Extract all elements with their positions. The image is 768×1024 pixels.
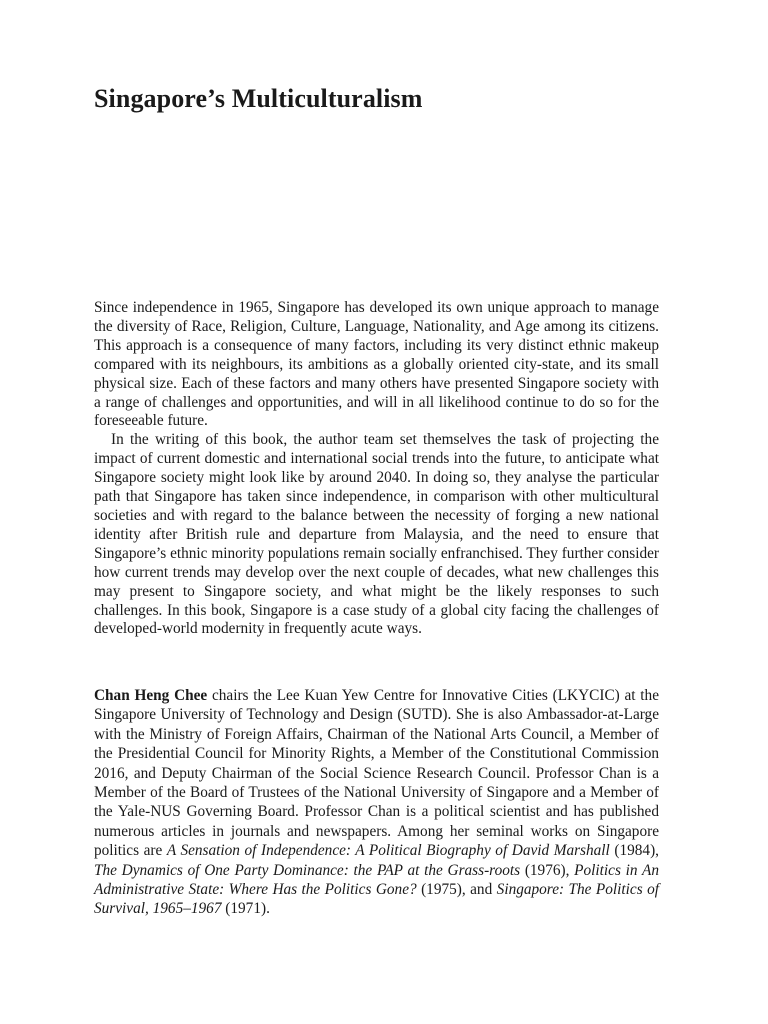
book-description	[94, 299, 659, 639]
author-bio-paragraph	[94, 686, 659, 919]
author-name: Chan Heng Chee	[94, 687, 208, 704]
description-paragraph-1: Since independence in 1965, Singapore has developed its own unique approach to manage the diversity of Race, Religion, Culture, Language, Nationality, and Age among its citizens. This approach is a consequence of many factors, including its very distinct ethnic makeup compared with its neighbours, its ambitions as a globally oriented city-state, and its small physical size. Each of these factors and many others have presented Singapore society with a range of challenges and opportunities, and will in all likelihood continue to do so for the foreseeable future.	[94, 299, 659, 430]
book-title-2: The Dynamics of One Party Dominance: the PAP at the Grass-roots	[94, 861, 521, 879]
book-title-1: A Sensation of Independence: A Political Biography of David Marshall	[166, 842, 610, 860]
page-title: Singapore’s Multiculturalism	[94, 84, 423, 113]
bio-text-4: (1975), and	[416, 881, 497, 899]
author-bio	[94, 686, 659, 919]
bio-text-1: chairs the Lee Kuan Yew Centre for Innovative Cities (LKYCIC) at the Singapore University of Technology and Design (SUTD). She is also Ambassador-at-Large with the Ministry of Foreign Affairs, Chairman of the National Arts Council, a Member of the Presidential Council for Minority Rights, a Member of the Constitutional Commission 2016, and Deputy Chairman of the Social Science Research Council. Professor Chan is a Member of the Board of Trustees of the National University of Singapore and a Member of the Yale-NUS Governing Board. Professor Chan is a political scientist and has published numerous articles in journals and newspapers. Among her seminal works on Singapore politics are	[94, 687, 659, 860]
book-title-3: Politics in An Administrative State: Where Has the Politics Gone?	[94, 861, 659, 899]
description-paragraph-2: In the writing of this book, the author team set themselves the task of projecting the impact of current domestic and international social trends into the future, to anticipate what Singapore society might look like by around 2040. In doing so, they analyse the particular path that Singapore has taken since independence, in comparison with other multicultural societies and with regard to the balance between the necessity of forging a new national identity after British rule and departure from Malaysia, and the need to ensure that Singapore’s ethnic minority populations remain socially enfranchised. They further consider how current trends may develop over the next couple of decades, what new challenges this may present to Singapore society, and what might be the likely responses to such challenges. In this book, Singapore is a case study of a global city facing the challenges of developed-world modernity in frequently acute ways.	[94, 431, 659, 638]
bio-text-3: (1976),	[520, 861, 575, 879]
book-title-4: Singapore: The Politics of Survival, 1965–1967	[94, 881, 659, 918]
bio-text-2: (1984),	[609, 842, 659, 860]
bio-text-5: (1971).	[221, 900, 270, 918]
